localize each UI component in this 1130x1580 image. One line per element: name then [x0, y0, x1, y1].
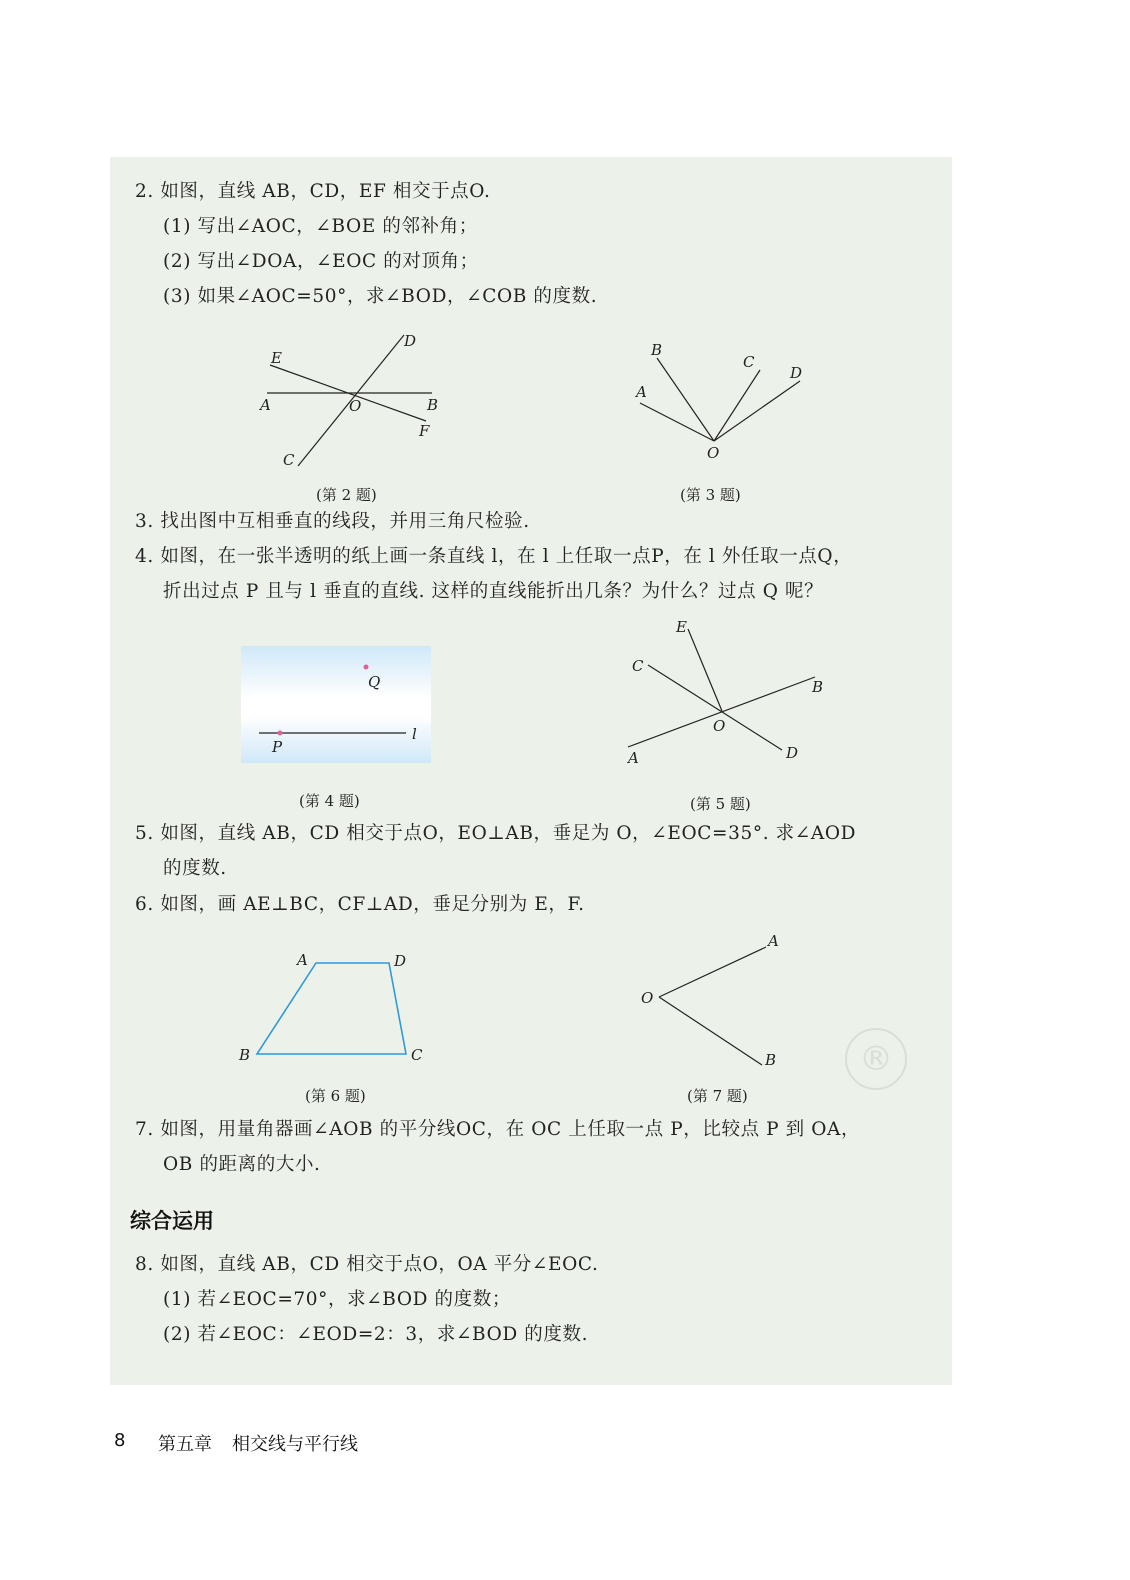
problem-8-stem: 8. 如图，直线 AB，CD 相交于点O，OA 平分∠EOC. [135, 1254, 599, 1275]
fig2-label-e: E [271, 349, 282, 367]
caption-fig5: (第 5 题) [690, 795, 751, 813]
fig5-label-a: A [628, 749, 639, 767]
fig3-label-b: B [651, 341, 663, 359]
fig4-label-p: P [272, 738, 283, 756]
fig4-label-q: Q [368, 673, 381, 691]
chapter-title: 相交线与平行线 [232, 1434, 358, 1455]
fig3-label-d: D [790, 364, 803, 382]
fig5-label-b: B [812, 678, 824, 696]
fig5-label-c: C [632, 657, 644, 675]
fig7-label-a: A [768, 932, 779, 950]
fig5-label-e: E [676, 618, 687, 636]
fig2-label-c: C [283, 451, 295, 469]
fig6-label-a: A [297, 951, 308, 969]
fig3-label-o: O [707, 444, 720, 462]
problem-8-sub2: (2) 若∠EOC：∠EOD=2：3，求∠BOD 的度数. [163, 1324, 589, 1345]
fig5-label-o: O [713, 717, 726, 735]
fig3-label-a: A [636, 383, 647, 401]
fig2-label-a: A [260, 396, 271, 414]
caption-fig4: (第 4 题) [299, 792, 360, 810]
caption-fig2: (第 2 题) [316, 486, 377, 504]
fig5-label-d: D [786, 744, 799, 762]
fig2-label-f: F [419, 422, 430, 440]
problem-8-sub1: (1) 若∠EOC=70°，求∠BOD 的度数； [163, 1289, 511, 1310]
fig2-label-d: D [404, 332, 417, 350]
problem-4-line2: 折出过点 P 且与 l 垂直的直线. 这样的直线能折出几条？为什么？过点 Q 呢？ [163, 581, 824, 602]
fig7-label-b: B [765, 1051, 777, 1069]
fig4-point-q [364, 665, 369, 670]
problem-2-sub3: (3) 如果∠AOC=50°，求∠BOD，∠COB 的度数. [163, 286, 598, 307]
problem-7-line1: 7. 如图，用量角器画∠AOB 的平分线OC，在 OC 上任取一点 P，比较点 P 到 OA， [135, 1119, 861, 1140]
problem-2-stem: 2. 如图，直线 AB，CD，EF 相交于点O. [135, 181, 491, 202]
problem-4-line1: 4. 如图，在一张半透明的纸上画一条直线 l，在 l 上任取一点P，在 l 外任取一点Q， [135, 546, 853, 567]
fig6-label-b: B [239, 1046, 251, 1064]
fig4-point-p [278, 731, 283, 736]
caption-fig6: (第 6 题) [305, 1087, 366, 1105]
problem-3-stem: 3. 找出图中互相垂直的线段，并用三角尺检验. [135, 511, 530, 532]
caption-fig7: (第 7 题) [687, 1087, 748, 1105]
caption-fig3: (第 3 题) [680, 486, 741, 504]
fig3-label-c: C [743, 353, 755, 371]
chapter-label: 第五章 [158, 1434, 212, 1455]
section-title: 综合运用 [130, 1209, 214, 1233]
fig2-label-o: O [349, 397, 362, 415]
problem-2-sub1: (1) 写出∠AOC，∠BOE 的邻补角； [163, 216, 478, 237]
fig4-label-l: l [412, 725, 417, 743]
problem-5-line2: 的度数. [163, 858, 227, 879]
problem-2-sub2: (2) 写出∠DOA，∠EOC 的对顶角； [163, 251, 479, 272]
problem-6-stem: 6. 如图，画 AE⊥BC，CF⊥AD，垂足分别为 E，F. [135, 894, 585, 915]
fig7-label-o: O [641, 989, 654, 1007]
registered-watermark: ® [845, 1028, 907, 1090]
problem-5-line1: 5. 如图，直线 AB，CD 相交于点O，EO⊥AB，垂足为 O，∠EOC=35°. 求∠AOD [135, 823, 857, 844]
page-number: 8 [114, 1430, 126, 1451]
fig2-label-b: B [427, 396, 439, 414]
fig6-label-c: C [411, 1046, 423, 1064]
fig6-label-d: D [394, 952, 407, 970]
problem-7-line2: OB 的距离的大小. [163, 1154, 321, 1175]
